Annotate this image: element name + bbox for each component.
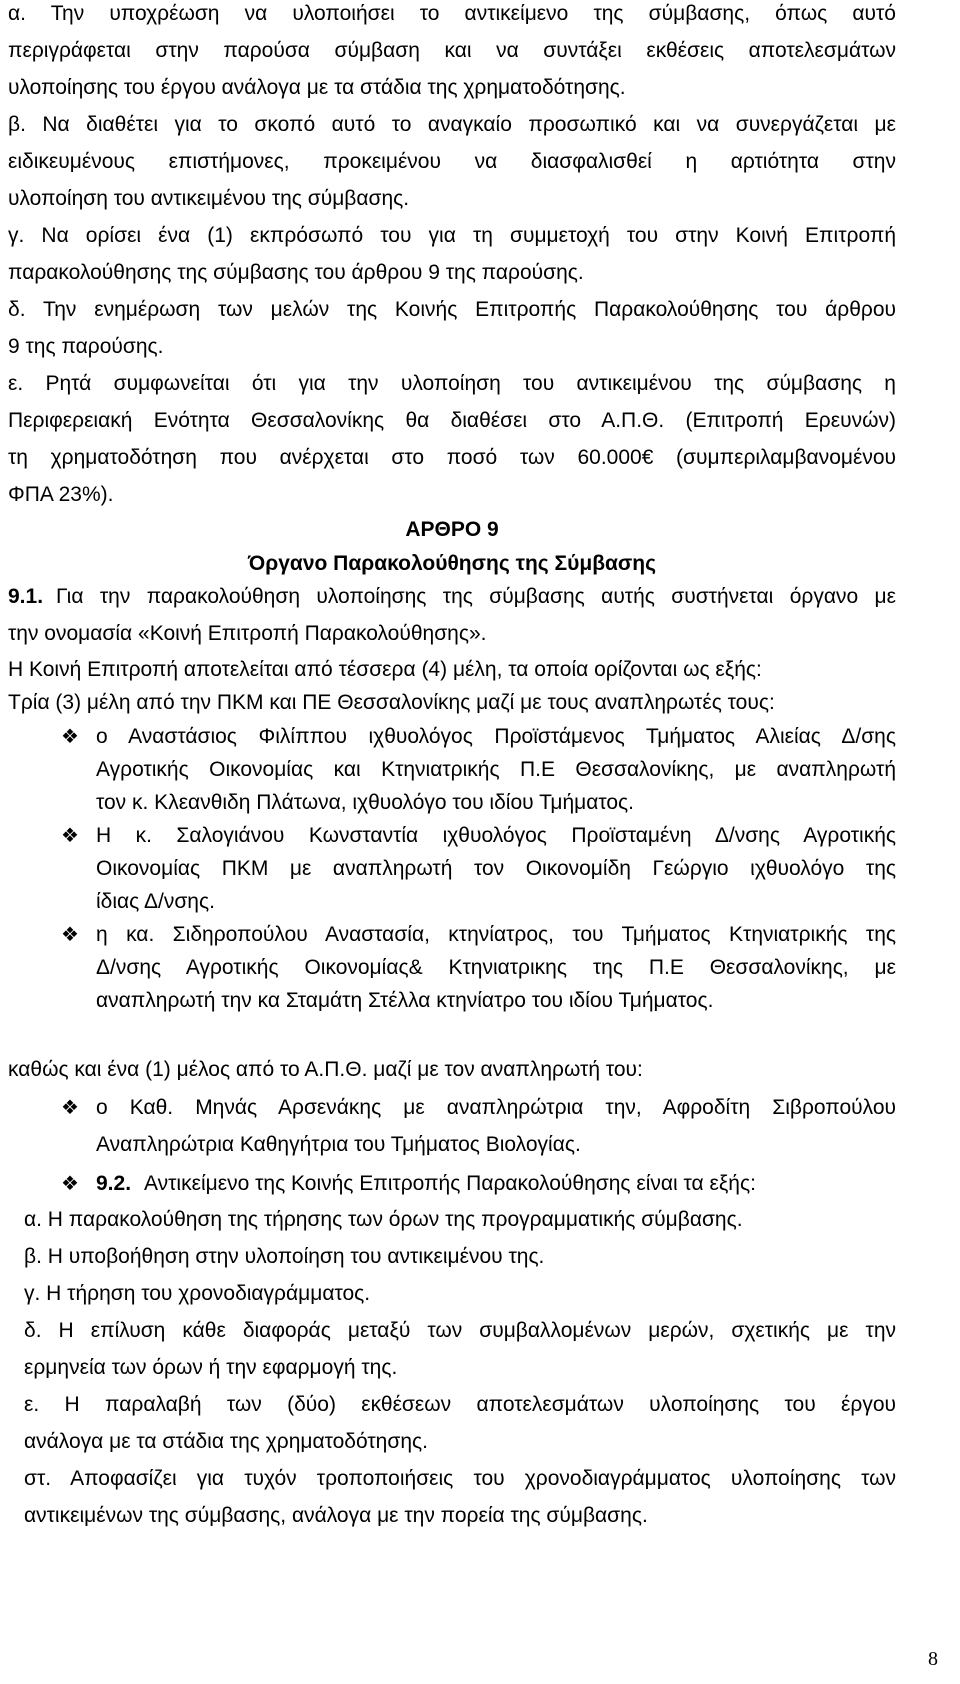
university-member-intro: καθώς και ένα (1) μέλος από το Α.Π.Θ. μαζί με τον αναπληρωτή του:: [8, 1058, 643, 1081]
member-2-line3: ίδιας Δ/νσης.: [96, 890, 215, 913]
objective-e-line2: ανάλογα με τα στάδια της χρηματοδότησης.: [24, 1430, 428, 1453]
section-9-1-line1: Για την παρακολούθηση υλοποίησης της σύμβασης αυτής συστήνεται όργανο με: [56, 585, 896, 608]
member-3-line3: αναπληρωτή την κα Σταμάτη Στέλλα κτηνίατρο του ιδίου Τμήματος.: [96, 989, 714, 1012]
para-d-line1: δ. Την ενημέρωση των μελών της Κοινής Επιτροπής Παρακολούθησης του άρθρου: [8, 298, 896, 321]
section-9-2-text: Αντικείμενο της Κοινής Επιτροπής Παρακολούθησης είναι τα εξής:: [144, 1172, 756, 1195]
objective-b: β. Η υποβοήθηση στην υλοποίηση του αντικειμένου της.: [24, 1245, 545, 1268]
section-9-1-number: 9.1.: [8, 585, 44, 608]
member-1-line2: Αγροτικής Οικονομίας και Κτηνιατρικής Π.Ε Θεσσαλονίκης, με αναπληρωτή: [96, 758, 896, 781]
bullet-icon: ❖: [61, 726, 79, 748]
composition-line2: Τρία (3) μέλη από την ΠΚΜ και ΠΕ Θεσσαλονίκης μαζί με τους αναπληρωτές τους:: [8, 691, 775, 714]
member-1-line3: τον κ. Κλεανθιδη Πλάτωνα, ιχθυολόγο του ιδίου Τμήματος.: [96, 791, 635, 814]
section-9-2-number: 9.2.: [96, 1172, 132, 1195]
bullet-icon: ❖: [61, 924, 79, 946]
objective-d-line2: ερμηνεία των όρων ή την εφαρμογή της.: [24, 1356, 398, 1379]
para-g-line2: παρακολούθησης της σύμβασης του άρθρου 9 της παρούσης.: [8, 261, 584, 284]
member-2-line2: Οικονομίας ΠΚΜ με αναπληρωτή τον Οικονομίδη Γεώργιο ιχθυολόγο της: [96, 857, 896, 880]
section-9-1-line2: την ονομασία «Κοινή Επιτροπή Παρακολούθησης».: [8, 622, 487, 645]
para-b-line2: ειδικευμένους επιστήμονες, προκειμένου να διασφαλισθεί η αρτιότητα στην: [8, 150, 896, 173]
para-a-line2: περιγράφεται στην παρούσα σύμβαση και να συντάξει εκθέσεις αποτελεσμάτων: [8, 39, 896, 62]
para-a-line1: α. Την υποχρέωση να υλοποιήσει το αντικείμενο της σύμβασης, όπως αυτό: [8, 2, 896, 25]
member-2-line1: Η κ. Σαλογιάνου Κωνσταντία ιχθυολόγος Προϊσταμένη Δ/νσης Αγροτικής: [96, 824, 896, 847]
member-3-line2: Δ/νσης Αγροτικής Οικονομίας& Κτηνιατρικης της Π.Ε Θεσσαλονίκης, με: [96, 956, 896, 979]
member-3-line1: η κα. Σιδηροπούλου Αναστασία, κτηνίατρος, του Τμήματος Κτηνιατρικής της: [96, 923, 896, 946]
para-d-line2: 9 της παρούσης.: [8, 335, 164, 358]
composition-line1: Η Κοινή Επιτροπή αποτελείται από τέσσερα (4) μέλη, τα οποία ορίζονται ως εξής:: [8, 658, 762, 681]
objective-st-line1: στ. Αποφασίζει για τυχόν τροποποιήσεις του χρονοδιαγράμματος υλοποίησης των: [24, 1467, 896, 1490]
objective-d-line1: δ. Η επίλυση κάθε διαφοράς μεταξύ των συμβαλλομένων μερών, σχετικής με την: [24, 1319, 896, 1342]
para-e-line3: τη χρηματοδότηση που ανέρχεται στο ποσό των 60.000€ (συμπεριλαμβανομένου: [8, 446, 896, 469]
article-heading: ΑΡΘΡΟ 9: [405, 518, 499, 541]
para-g-line1: γ. Να ορίσει ένα (1) εκπρόσωπό του για τη συμμετοχή του στην Κοινή Επιτροπή: [8, 224, 896, 247]
objective-e-line1: ε. Η παραλαβή των (δύο) εκθέσεων αποτελεσμάτων υλοποίησης του έργου: [24, 1393, 896, 1416]
para-a-line3: υλοποίησης του έργου ανάλογα με τα στάδια της χρηματοδότησης.: [8, 76, 626, 99]
para-e-line2: Περιφερειακή Ενότητα Θεσσαλονίκης θα διαθέσει στο Α.Π.Θ. (Επιτροπή Ερευνών): [8, 409, 896, 432]
bullet-icon: ❖: [61, 825, 79, 847]
member-4-line2: Αναπληρώτρια Καθηγήτρια του Τμήματος Βιολογίας.: [96, 1133, 581, 1156]
member-4-line1: ο Καθ. Μηνάς Αρσενάκης με αναπληρώτρια την, Αφροδίτη Σιβροπούλου: [96, 1096, 896, 1119]
para-b-line1: β. Να διαθέτει για το σκοπό αυτό το αναγκαίο προσωπικό και να συνεργάζεται με: [8, 113, 896, 136]
article-title: Όργανο Παρακολούθησης της Σύμβασης: [247, 552, 657, 575]
objective-a: α. Η παρακολούθηση της τήρησης των όρων της προγραμματικής σύμβασης.: [24, 1208, 743, 1231]
para-e-line1: ε. Ρητά συμφωνείται ότι για την υλοποίηση του αντικειμένου της σύμβασης η: [8, 372, 896, 395]
bullet-icon: ❖: [61, 1173, 79, 1195]
objective-st-line2: αντικειμένων της σύμβασης, ανάλογα με την πορεία της σύμβασης.: [24, 1504, 648, 1527]
page-number: 8: [928, 1648, 938, 1670]
para-e-line4: ΦΠΑ 23%).: [8, 483, 114, 506]
member-1-line1: ο Αναστάσιος Φιλίππου ιχθυολόγος Προϊστάμενος Τμήματος Αλιείας Δ/σης: [96, 725, 896, 748]
bullet-icon: ❖: [61, 1097, 79, 1119]
para-b-line3: υλοποίηση του αντικειμένου της σύμβασης.: [8, 187, 410, 210]
objective-g: γ. Η τήρηση του χρονοδιαγράμματος.: [24, 1282, 371, 1305]
